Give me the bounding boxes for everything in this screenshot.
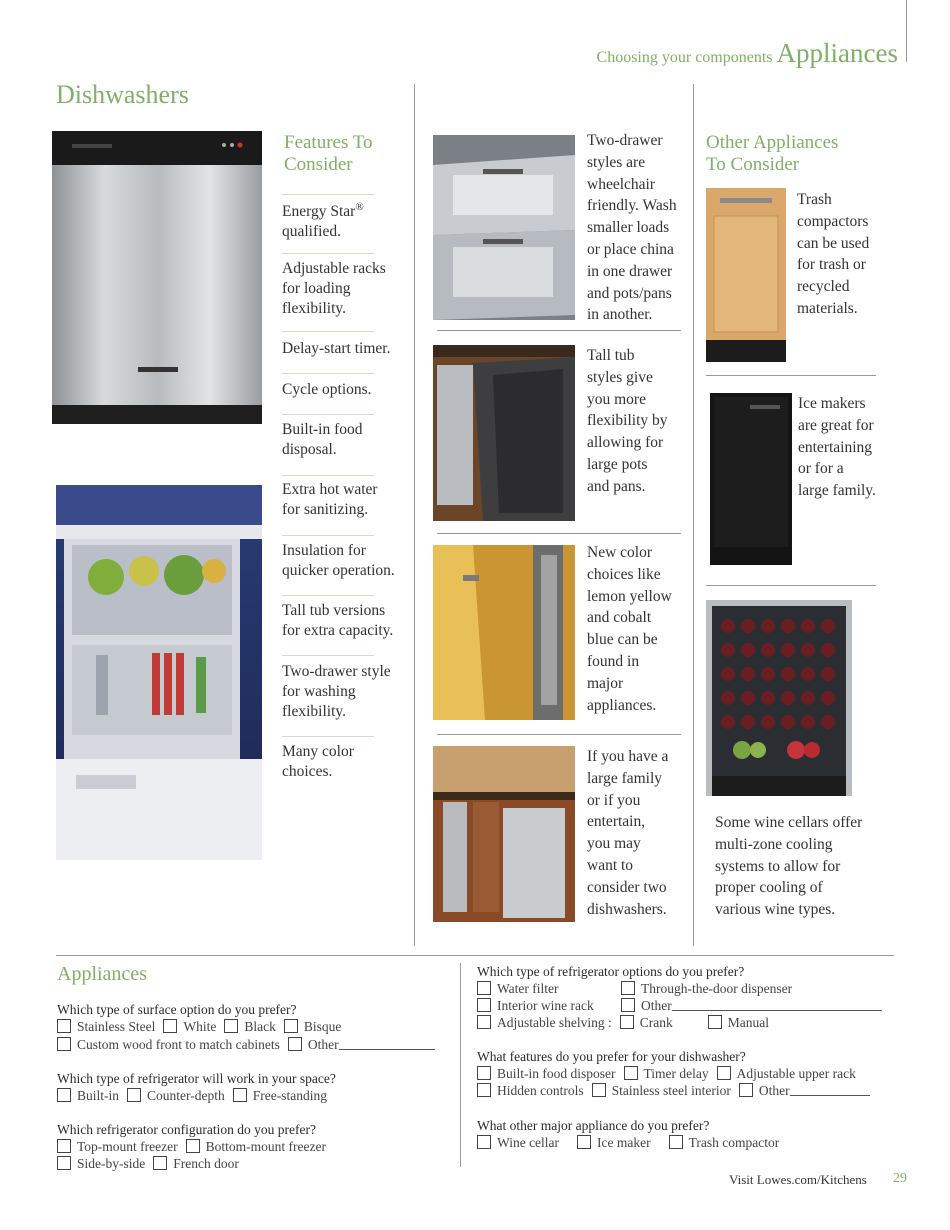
section-title: Appliances — [776, 38, 898, 68]
checkbox[interactable] — [669, 1135, 683, 1149]
checkbox[interactable] — [57, 1156, 71, 1170]
form-heading: Appliances — [57, 963, 147, 985]
section-header — [597, 38, 898, 69]
page-title: Dishwashers — [56, 80, 189, 109]
checkbox[interactable] — [624, 1066, 638, 1080]
checkbox[interactable] — [153, 1156, 167, 1170]
checkbox[interactable] — [57, 1088, 71, 1102]
opt-surface-other[interactable]: Other — [288, 1037, 435, 1052]
feature-item-food-disposal: Built-in food disposal. — [282, 421, 363, 458]
other-appliances-heading: Other Appliances To Consider — [706, 132, 839, 175]
opt-custom-wood[interactable]: Custom wood front to match cabinets — [57, 1037, 280, 1052]
two-drawer-dishwasher-image — [433, 135, 575, 320]
trash-compactor-image — [706, 188, 786, 362]
opt-manual[interactable]: Manual — [708, 1015, 769, 1030]
options-refrigerator-row2 — [477, 998, 890, 1014]
checkbox[interactable] — [477, 1083, 491, 1097]
options-refrigerator-config-row1 — [57, 1139, 334, 1155]
checkbox[interactable] — [57, 1019, 71, 1033]
feature-item-color-choices: Many color choices. — [282, 743, 354, 780]
opt-black[interactable]: Black — [224, 1019, 276, 1034]
checkbox[interactable] — [288, 1037, 302, 1051]
checkbox[interactable] — [477, 1066, 491, 1080]
caption-wine-cellar: Some wine cellars offer multi-zone cooling systems to allow for proper cooling of various wine types. — [715, 814, 863, 919]
options-dishwasher-row1 — [477, 1066, 864, 1082]
caption-ice-maker: Ice makers are great for entertaining or for a large family. — [798, 395, 876, 500]
column-divider-left — [414, 84, 415, 946]
opt-hidden-controls[interactable]: Hidden controls — [477, 1083, 584, 1098]
checkbox[interactable] — [127, 1088, 141, 1102]
checkbox[interactable] — [224, 1019, 238, 1033]
checkbox[interactable] — [57, 1037, 71, 1051]
checkbox[interactable] — [620, 1015, 634, 1029]
opt-bisque[interactable]: Bisque — [284, 1019, 342, 1034]
checkbox[interactable] — [739, 1083, 753, 1097]
opt-wine-cellar[interactable]: Wine cellar — [477, 1135, 559, 1150]
opt-stainless-interior[interactable]: Stainless steel interior — [592, 1083, 731, 1098]
ice-maker-image — [710, 393, 792, 565]
other-blank[interactable] — [339, 1038, 435, 1050]
checkbox[interactable] — [621, 998, 635, 1012]
checkbox[interactable] — [186, 1139, 200, 1153]
opt-trash-compactor[interactable]: Trash compactor — [669, 1135, 780, 1150]
other-blank[interactable] — [790, 1084, 870, 1096]
options-other-appliance — [477, 1135, 787, 1151]
checkbox[interactable] — [233, 1088, 247, 1102]
stainless-dishwasher-image — [52, 131, 262, 424]
checkbox[interactable] — [577, 1135, 591, 1149]
options-refrigerator-row3 — [477, 1015, 777, 1031]
options-refrigerator-row1 — [477, 981, 800, 997]
feature-item-delay-start: Delay-start timer. — [282, 340, 391, 357]
feature-item-adjustable-racks: Adjustable racks for loading flexibility. — [282, 260, 386, 317]
question-surface: Which type of surface option do you prefer? — [57, 1002, 297, 1017]
feature-item-energy-star: Energy Star® qualified. — [282, 201, 364, 241]
options-surface-row2 — [57, 1037, 443, 1053]
opt-top-mount[interactable]: Top-mount freezer — [57, 1139, 178, 1154]
footer-visit: Visit Lowes.com/Kitchens — [729, 1172, 867, 1187]
question-refrigerator-space: Which type of refrigerator will work in your space? — [57, 1071, 336, 1086]
opt-stainless[interactable]: Stainless Steel — [57, 1019, 155, 1034]
question-dishwasher-features: What features do you prefer for your dishwasher? — [477, 1049, 746, 1064]
caption-trash-compactor: Trash compactors can be used for trash or recycled materials. — [797, 191, 870, 317]
opt-upper-rack[interactable]: Adjustable upper rack — [717, 1066, 856, 1081]
options-surface-row1 — [57, 1019, 349, 1035]
header-divider — [906, 0, 907, 62]
open-dishwasher-image — [56, 485, 262, 860]
checkbox[interactable] — [592, 1083, 606, 1097]
question-refrigerator-options: Which type of refrigerator options do you prefer? — [477, 964, 745, 979]
caption-two-dishwashers: If you have a large family or if you entertain, you may want to consider two dishwashers. — [587, 748, 669, 918]
features-heading: Features To Consider — [284, 132, 373, 175]
feature-item-cycle-options: Cycle options. — [282, 381, 372, 398]
wine-cellar-image — [706, 600, 852, 796]
opt-through-door[interactable]: Through-the-door dispenser — [621, 981, 792, 996]
opt-free-standing[interactable]: Free-standing — [233, 1088, 327, 1103]
caption-two-drawer: Two-drawer styles are wheelchair friendly. Wash smaller loads or place china in one drawer and pots/pans in another. — [587, 132, 677, 324]
opt-built-in[interactable]: Built-in — [57, 1088, 119, 1103]
feature-item-tall-tub: Tall tub versions for extra capacity. — [282, 602, 394, 639]
page-number: 29 — [893, 1171, 907, 1186]
checkbox[interactable] — [57, 1139, 71, 1153]
opt-wine-rack[interactable]: Interior wine rack — [477, 998, 613, 1014]
opt-bottom-mount[interactable]: Bottom-mount freezer — [186, 1139, 326, 1154]
opt-refrigerator-other[interactable]: Other — [621, 998, 882, 1013]
column-divider-right — [693, 84, 694, 946]
checkbox[interactable] — [284, 1019, 298, 1033]
checkbox[interactable] — [621, 981, 635, 995]
opt-adjustable-shelving[interactable]: Adjustable shelving : — [477, 1015, 612, 1030]
opt-ice-maker[interactable]: Ice maker — [577, 1135, 651, 1150]
tall-tub-dishwasher-image — [433, 345, 575, 521]
checkbox[interactable] — [717, 1066, 731, 1080]
yellow-dishwasher-image — [433, 545, 575, 720]
opt-french-door[interactable]: French door — [153, 1156, 239, 1171]
question-other-appliance: What other major appliance do you prefer? — [477, 1118, 710, 1133]
opt-timer-delay[interactable]: Timer delay — [624, 1066, 709, 1081]
form-top-rule — [56, 955, 894, 956]
options-refrigerator-config-row2 — [57, 1156, 247, 1172]
opt-counter-depth[interactable]: Counter-depth — [127, 1088, 225, 1103]
feature-item-hot-water: Extra hot water for sanitizing. — [282, 481, 378, 518]
feature-item-insulation: Insulation for quicker operation. — [282, 542, 395, 579]
question-refrigerator-config: Which refrigerator configuration do you prefer? — [57, 1122, 317, 1137]
opt-food-disposer[interactable]: Built-in food disposer — [477, 1066, 616, 1081]
opt-crank[interactable]: Crank — [620, 1015, 700, 1031]
options-refrigerator-space — [57, 1088, 335, 1104]
caption-color-choices: New color choices like lemon yellow and cobalt blue can be found in major appliances. — [587, 544, 672, 714]
opt-dishwasher-other[interactable]: Other — [739, 1083, 870, 1098]
other-blank[interactable] — [672, 999, 882, 1011]
checkbox[interactable] — [477, 1135, 491, 1149]
kitchen-two-dishwashers-image — [433, 746, 575, 922]
checkbox[interactable] — [163, 1019, 177, 1033]
caption-tall-tub: Tall tub styles give you more flexibility by allowing for large pots and pans. — [587, 347, 668, 495]
checkbox[interactable] — [477, 998, 491, 1012]
checkbox[interactable] — [708, 1015, 722, 1029]
opt-side-by-side[interactable]: Side-by-side — [57, 1156, 145, 1171]
opt-white[interactable]: White — [163, 1019, 216, 1034]
feature-item-two-drawer: Two-drawer style for washing flexibility. — [282, 663, 391, 720]
checkbox[interactable] — [477, 1015, 491, 1029]
form-column-divider — [460, 963, 461, 1167]
options-dishwasher-row2 — [477, 1083, 878, 1099]
opt-water-filter[interactable]: Water filter — [477, 981, 613, 997]
section-label: Choosing your components — [596, 49, 773, 66]
checkbox[interactable] — [477, 981, 491, 995]
